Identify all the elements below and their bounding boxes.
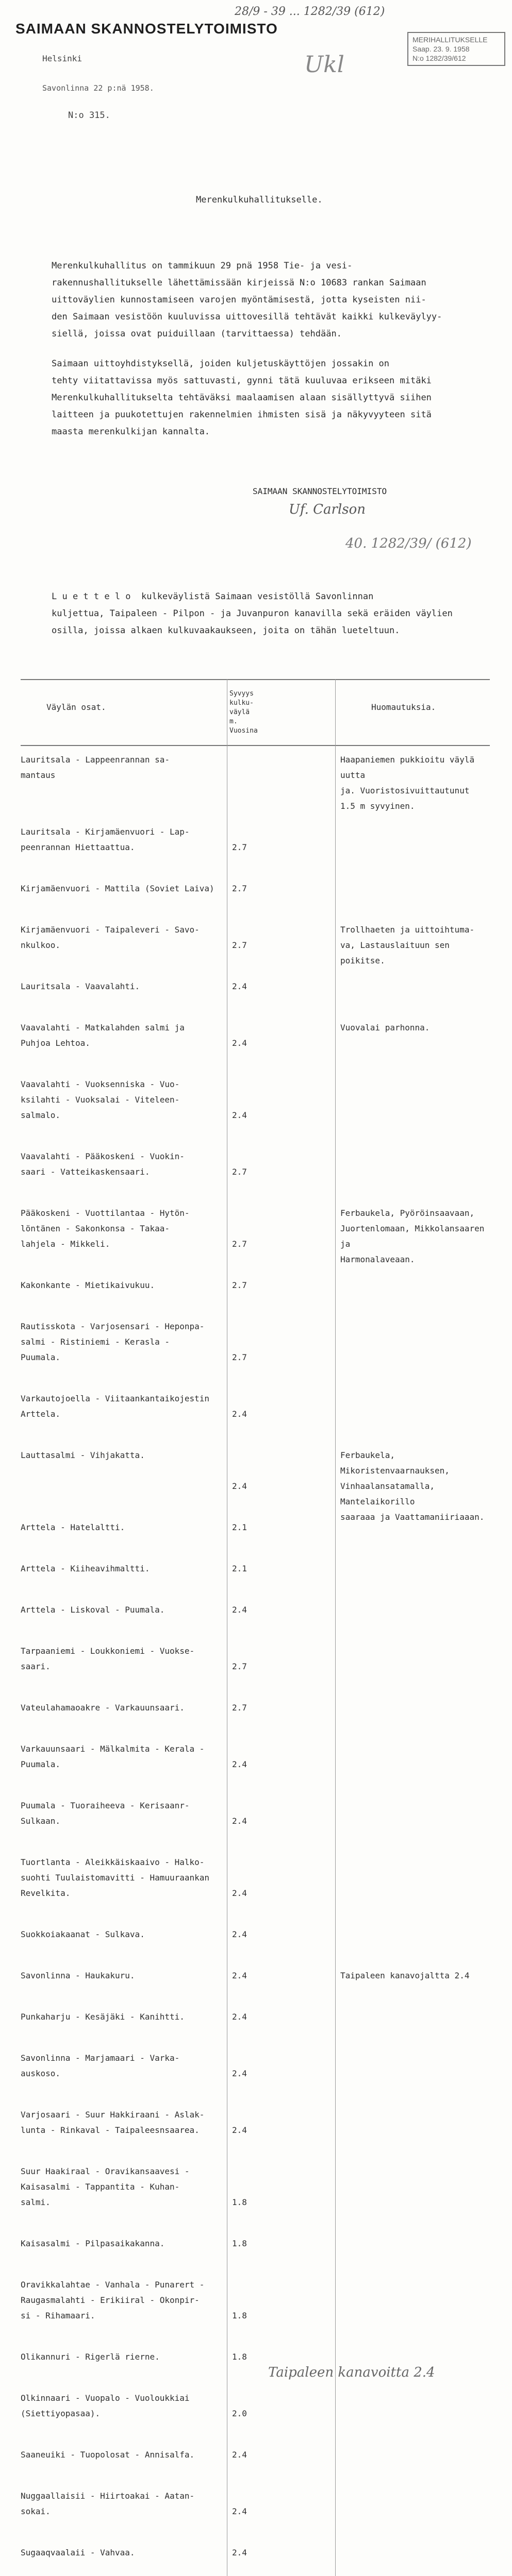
route-cell: Tarpaaniemi - Loukkoniemi - Vuokse- saari.	[21, 1646, 195, 1671]
handwritten-reference-top: 28/9 - 39 ... 1282/39 (612)	[235, 5, 385, 18]
depth-cell: 1.8	[232, 2239, 247, 2248]
depth-cell: 2.4	[232, 2069, 247, 2078]
list1-intro: L u e t t e l o kulkeväylistä Saimaan vesistöllä Savonlinnan kuljettua, Taipaleen - Pilpon - ja Juvanpuron kanavilla sekä eräiden väylien osilla, joissa alkaen kulkuvaakaukseen, joita on tähän lueteltuun.	[52, 591, 453, 636]
depth-cell: 2.7	[232, 1239, 247, 1249]
route-cell: Lauritsala - Kirjamäenvuori - Lap- peenrannan Hiettaattua.	[21, 827, 190, 852]
notes-cell: Trollhaeten ja uittoihtuma- va, Lastauslaituun sen poikitse.	[340, 925, 475, 965]
route-cell: Punkaharju - Kesäjäki - Kanihtti.	[21, 2012, 185, 2022]
route-cell: Varkauunsaari - Mälkalmita - Kerala - Puumala.	[21, 1744, 205, 1769]
date-line: Savonlinna 22 p:nä 1958.	[42, 83, 154, 93]
depth-cell: 2.4	[232, 1759, 247, 1769]
route-cell: Vaavalahti - Matkalahden salmi ja Puhjoa Lehtoa.	[21, 1023, 185, 1048]
depth-cell: 2.7	[232, 1352, 247, 1362]
route-cell: Lauritsala - Lappeenrannan sa- mantaus	[21, 755, 170, 780]
route-cell: Kirjamäenvuori - Mattila (Soviet Laiva)	[21, 884, 214, 893]
depth-cell: 2.4	[232, 1110, 247, 1120]
route-cell: Varjosaari - Suur Hakkiraani - Aslak- lunta - Rinkaval - Taipaleesnsaarea.	[21, 2110, 205, 2135]
depth-cell: 2.4	[232, 2548, 247, 2557]
stamp-line: Saap. 23. 9. 1958	[412, 45, 470, 53]
depth-cell: 2.4	[232, 1605, 247, 1615]
route-cell: Suur Haakiraal - Oravikansaavesi - Kaisasalmi - Tappantita - Kuhan- salmi.	[21, 2166, 190, 2207]
document-number: N:o 315.	[68, 110, 110, 121]
notes-cell: Ferbaukela, Pyöröinsaavaan, Juortenlomaan, Mikkolansaaren ja Harmonalaveaan.	[340, 1208, 485, 1264]
handwritten-annotation: Taipaleen kanavoitta 2.4	[268, 2365, 435, 2380]
route-cell: Vaavalahti - Vuoksenniska - Vuo- ksilahti - Vuoksalai - Viteleen- salmalo.	[21, 1079, 180, 1120]
depth-cell: 2.4	[232, 2125, 247, 2135]
handwritten-signature: Uf. Carlson	[289, 502, 366, 517]
depth-cell: 2.7	[232, 940, 247, 950]
depth-cell: 2.1	[232, 1564, 247, 1573]
depth-cell: 2.7	[232, 884, 247, 893]
letterhead-place: Helsinki	[42, 54, 82, 63]
memo-paragraph-2: Saimaan uittoyhdistyksellä, joiden kuljetuskäyttöjen jossakin on tehty viitattavissa myös sattuvasti, gynni tätä kuuluvaa erikseen mitäki Merenkulkuhallitukselta tehtäväksi maalaamisen alaan sisällyttyvä siihen laitteen ja puukotettujen rakennelmien ihmisten sisä ja näkyvyyteen sitä maasta merenkulkijan kannalta.	[52, 359, 432, 437]
depth-cell: 2.4	[232, 981, 247, 991]
depth-cell: 2.4	[232, 1038, 247, 1048]
depth-cell: 2.7	[232, 1167, 247, 1177]
col-header-notes: Huomautuksia.	[371, 702, 436, 712]
column-divider	[335, 679, 336, 2576]
route-cell: Rautisskota - Varjosensari - Heponpa- salmi - Ristiniemi - Kerasla - Puumala.	[21, 1321, 205, 1362]
stamp-line: N:o 1282/39/612	[412, 54, 466, 62]
route-cell: Puumala - Tuoraiheeva - Kerisaanr- Sulkaan.	[21, 1801, 190, 1826]
table-top-rule	[21, 679, 490, 680]
route-cell: Nuggaallaisii - Hiirtoakai - Aatan- sokai.	[21, 2491, 195, 2516]
depth-cell: 2.0	[232, 2409, 247, 2418]
route-cell: Vateulahamaoakre - Varkauunsaari.	[21, 1703, 185, 1713]
depth-cell: 2.1	[232, 1522, 247, 1532]
depth-cell: 2.7	[232, 1280, 247, 1290]
depth-cell: 2.4	[232, 2012, 247, 2022]
table-header-rule	[21, 745, 490, 746]
route-cell: Savonlinna - Marjamaari - Varka- auskoso.	[21, 2053, 180, 2078]
organization-name: SAIMAAN SKANNOSTELYTOIMISTO	[15, 21, 278, 37]
route-cell: Kakonkante - Mietikaivukuu.	[21, 1280, 155, 1290]
route-cell: Saaneuiki - Tuopolosat - Annisalfa.	[21, 2450, 195, 2460]
stamp-title: MERIHALLITUKSELLE	[412, 36, 488, 44]
route-cell: Vaavalahti - Pääkoskeni - Vuokin- saari - Vatteikaskensaari.	[21, 1151, 185, 1177]
route-cell: Lauritsala - Vaavalahti.	[21, 981, 140, 991]
route-cell: Olkinnaari - Vuopalo - Vuoloukkiai (Siettiyopasaa).	[21, 2393, 190, 2418]
handwritten-reference-mid: 40. 1282/39/ (612)	[345, 536, 472, 551]
route-cell: Varkautojoella - Viitaankantaikojestin Arttela.	[21, 1394, 210, 1419]
route-cell: Sugaaqvaalaii - Vahvaa.	[21, 2548, 135, 2557]
signature-block: SAIMAAN SKANNOSTELYTOIMISTO	[253, 486, 387, 496]
depth-cell: 2.4	[232, 2450, 247, 2460]
depth-cell: 2.4	[232, 2506, 247, 2516]
route-cell: Savonlinna - Haukakuru.	[21, 1971, 135, 1980]
memo-heading: Merenkulkuhallitukselle.	[196, 195, 323, 205]
depth-cell: 2.4	[232, 1888, 247, 1898]
route-cell: Olikannuri - Rigerlä rierne.	[21, 2352, 160, 2362]
received-stamp	[407, 32, 505, 66]
memo-paragraph-1: Merenkulkuhallitus on tammikuun 29 pnä 1958 Tie- ja vesi- rakennushallitukselle lähettämissään kirjeissä N:o 10683 rankan Saimaan uittoväylien kunnostamiseen varojen myöntämisestä, jotta kyseisten nii- den Saimaan vesistöön kuuluvissa uittovesillä tehtävät kaikki kulkeväylyy- siellä, joissa ovat puiduillaan (tarvittaessa) tehdään.	[52, 261, 442, 339]
route-cell: Kaisasalmi - Pilpasaikakanna.	[21, 2239, 165, 2248]
notes-cell: Taipaleen kanavojaltta 2.4	[340, 1971, 470, 1980]
depth-cell: 1.8	[232, 2352, 247, 2362]
route-cell: Kirjamäenvuori - Taipaleveri - Savo- nkulkoo.	[21, 925, 200, 950]
route-cell: Suokkoiakaanat - Sulkava.	[21, 1929, 145, 1939]
route-cell: Arttela - Hatelaltti.	[21, 1522, 125, 1532]
route-cell: Tuortlanta - Aleikkäiskaaivo - Halko- suohti Tuulaistomavitti - Hamuuraankan Revelkita.	[21, 1857, 210, 1898]
depth-cell: 2.7	[232, 1662, 247, 1671]
depth-cell: 2.7	[232, 1703, 247, 1713]
depth-cell: 2.4	[232, 1816, 247, 1826]
col-header-route: Väylän osat.	[46, 702, 106, 712]
depth-cell: 2.4	[232, 1971, 247, 1980]
notes-cell: Vuovalai parhonna.	[340, 1023, 430, 1032]
route-cell: Lauttasalmi - Vihjakatta.	[21, 1450, 145, 1460]
notes-cell: Haapaniemen pukkioitu väylä uutta ja. Vuoristosivuittautunut 1.5 m syvyinen.	[340, 755, 475, 811]
depth-cell: 1.8	[232, 2311, 247, 2320]
route-cell: Arttela - Liskoval - Puumala.	[21, 1605, 165, 1615]
depth-cell: 2.4	[232, 1929, 247, 1939]
handwritten-initials: Ukl	[304, 52, 344, 78]
depth-cell: 2.7	[232, 842, 247, 852]
depth-cell: 2.4	[232, 1409, 247, 1419]
depth-cell: 2.4	[232, 1481, 247, 1491]
route-cell: Pääkoskeni - Vuottilantaa - Hytön- löntänen - Sakonkonsa - Takaa- lahjela - Mikkeli.	[21, 1208, 190, 1249]
notes-cell: Ferbaukela, Mikoristenvaarnauksen, Vinhaalansatamalla, Mantelaikorillo saaraaa ja Vaattamaniiriaaan.	[340, 1450, 485, 1522]
depth-cell: 1.8	[232, 2197, 247, 2207]
route-cell: Oravikkalahtae - Vanhala - Punarert - Raugasmalahti - Erikiiral - Okonpir- si - Rihamaari.	[21, 2280, 205, 2320]
list1-header-row	[21, 689, 490, 746]
col-header-depth: Syvyys kulku- väylä m. Vuosina	[229, 690, 258, 735]
route-cell: Arttela - Kiiheavihmaltti.	[21, 1564, 150, 1573]
